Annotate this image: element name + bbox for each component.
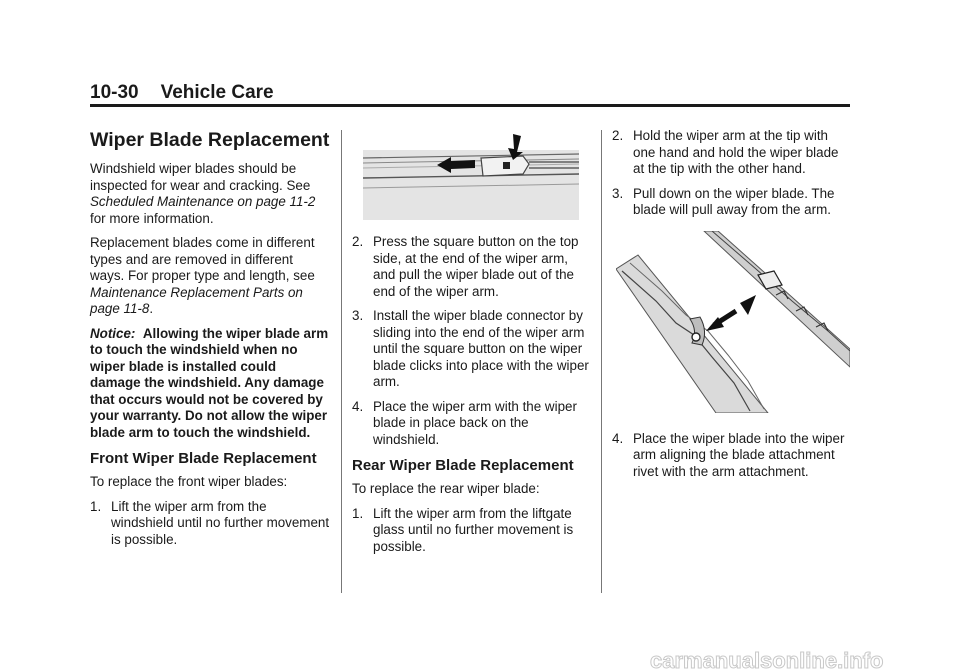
front-wiper-heading: Front Wiper Blade Replacement [90,450,317,467]
rear-step-4: 4. Place the wiper blade into the wiper arm aligning the blade attachment rivet with the arm attachment. [612,430,845,479]
rear-step-3: 3. Pull down on the wiper blade. The blade will pull away from the arm. [612,185,835,217]
rear-step-1: 1. Lift the wiper arm from the liftgate glass until no further movement is possible. [352,505,574,554]
notice-text: Allowing the wiper blade arm to touch the windshield when no wiper blade is installed could damage the windshield. Any damage that occurs would not be covered by your warranty. Do not allow the wiper blade arm to touch the windshield. [90,325,329,440]
page-header [90,82,274,104]
watermark-text: carmanualsonline.info [650,648,884,672]
page-number: 10-30 [90,82,139,103]
front-step-4: 4. Place the wiper arm with the wiper blade in place back on the windshield. [352,398,577,447]
column-1 [90,128,330,556]
link-scheduled-maintenance[interactable]: Scheduled Maintenance on page 11-2 [90,194,316,209]
column-divider-2 [601,130,602,593]
notice [90,326,330,442]
paragraph-replacement-blades: Replacement blades come in different types and are removed in different ways. For proper type and length, see Maintenance Replacement Parts on page 11-8. [90,235,315,316]
section-title: Vehicle Care [160,82,274,103]
rear-step-2: 2. Hold the wiper arm at the tip with one hand and hold the wiper blade at the tip with the other hand. [612,128,839,176]
figure-front-wiper [363,130,579,220]
front-step-1: 1. Lift the wiper arm from the windshield until no further movement is possible. [90,498,330,547]
column-2 [352,130,590,563]
front-step-3: 3. Install the wiper blade connector by sliding into the end of the wiper arm until the square button on the wiper blade clicks into place with the wiper arm. [352,308,589,389]
header-rule [90,104,850,107]
column-divider-1 [341,130,342,593]
rear-intro: To replace the rear wiper blade: [352,481,540,496]
figure-rear-wiper [616,231,850,413]
notice-label: Notice: [90,325,136,341]
watermark [650,648,960,672]
rear-wiper-heading: Rear Wiper Blade Replacement [352,457,574,474]
front-intro: To replace the front wiper blades: [90,474,288,489]
link-maintenance-parts[interactable]: Maintenance Replacement Parts on page 11-8 [90,284,303,316]
column-3 [612,128,852,488]
paragraph-inspection: Windshield wiper blades should be inspected for wear and cracking. See Scheduled Maintenance on page 11-2 for more information. [90,161,316,226]
front-step-2: 2. Press the square button on the top side, at the end of the wiper arm, and pull the wiper blade out of the end of the wiper arm. [352,234,579,299]
page-title: Wiper Blade Replacement [90,129,330,151]
